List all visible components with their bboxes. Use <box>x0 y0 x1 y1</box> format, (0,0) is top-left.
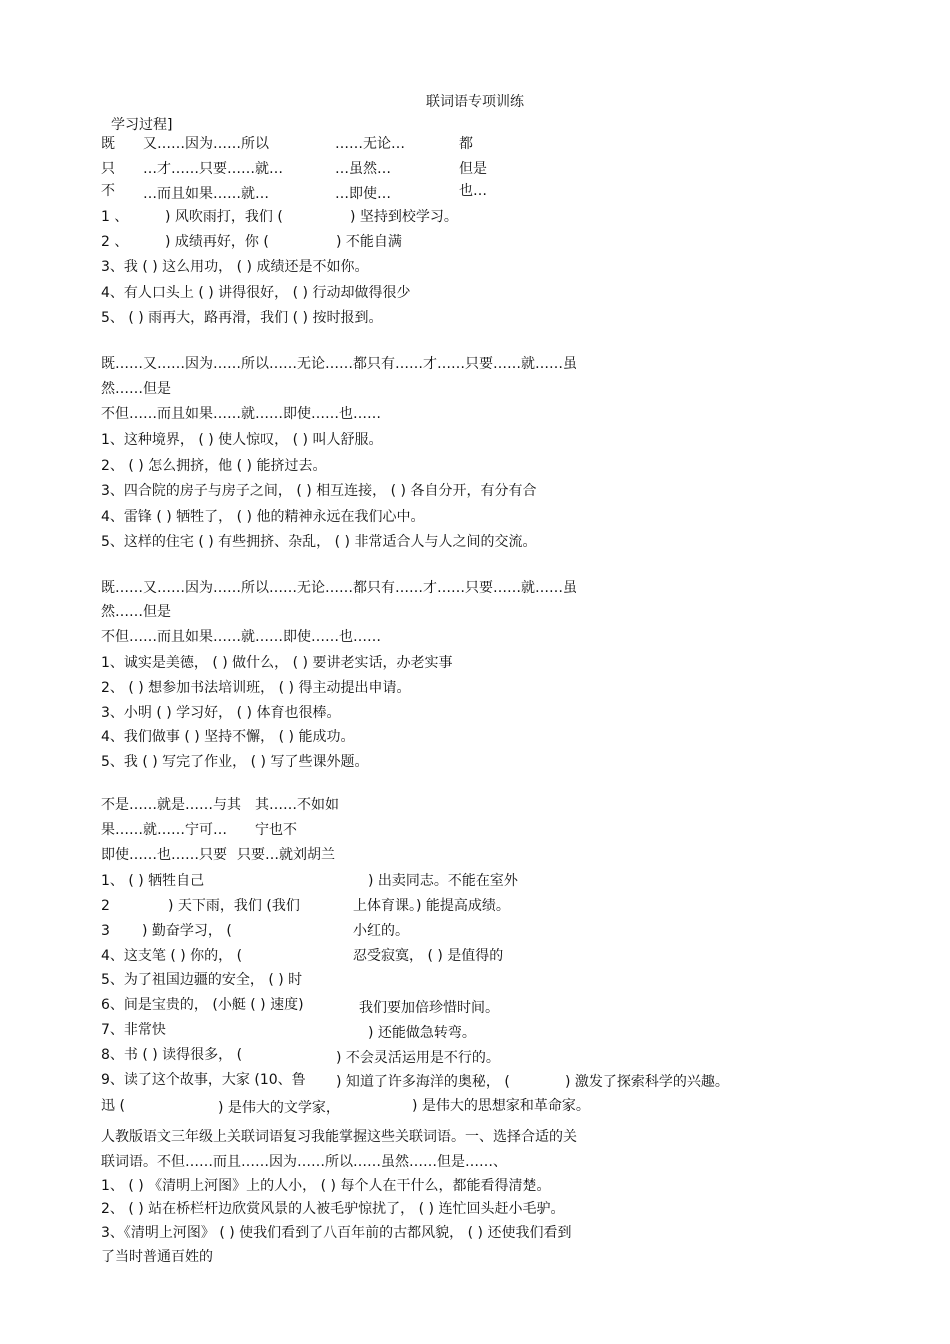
exercise-item: 3 <box>101 923 110 939</box>
exercise-item: 2、 ( ) 怎么拥挤，他 ( ) 能挤过去。 <box>101 458 327 474</box>
word-bank: 既……又……因为……所以……无论……都只有……才……只要……就……虽 <box>101 580 577 596</box>
exercise-item: 我们要加倍珍惜时间。 <box>359 1000 499 1016</box>
exercise-item: ) 是伟大的文学家， <box>218 1100 340 1116</box>
header-cell: 但是 <box>459 161 487 177</box>
paragraph: 联词语。不但……而且……因为……所以……虽然……但是……、 <box>101 1154 507 1170</box>
header-cell: 也… <box>459 183 487 199</box>
exercise-item: ) 知道了许多海洋的奥秘， ( <box>336 1074 510 1090</box>
exercise-item: 5、这样的住宅 ( ) 有些拥挤、杂乱， ( ) 非常适合人与人之间的交流。 <box>101 534 537 550</box>
exercise-item: 1、这种境界， ( ) 使人惊叹， ( ) 叫人舒服。 <box>101 432 383 448</box>
header-cell: …而且如果……就… <box>143 186 269 202</box>
header-cell: ……无论… <box>335 136 405 152</box>
exercise-item: 1、 ( ) 牺牲自己 <box>101 873 205 889</box>
section-label: 学习过程] <box>111 117 173 133</box>
exercise-item: 4、有人口头上 ( ) 讲得很好， ( ) 行动却做得很少 <box>101 285 411 301</box>
exercise-item: 小红的。 <box>353 923 409 939</box>
exercise-item: ) 是伟大的思想家和革命家。 <box>412 1098 590 1114</box>
exercise-item: 4、我们做事 ( ) 坚持不懈， ( ) 能成功。 <box>101 729 355 745</box>
exercise-item: 5、我 ( ) 写完了作业， ( ) 写了些课外题。 <box>101 754 369 770</box>
paragraph: 人教版语文三年级上关联词语复习我能掌握这些关联词语。一、选择合适的关 <box>101 1129 577 1145</box>
word-bank: 既……又……因为……所以……无论……都只有……才……只要……就……虽 <box>101 356 577 372</box>
word-bank: 宁也不 <box>255 822 297 838</box>
exercise-item: 1、 ( ) 《清明上河图》上的人小， ( ) 每个人在干什么，都能看得清楚。 <box>101 1178 551 1194</box>
page-title: 联词语专项训练 <box>426 94 524 110</box>
header-cell: 只 <box>101 161 115 177</box>
exercise-item-number: 2 、 <box>101 234 129 250</box>
word-bank: 果……就……宁可… <box>101 822 227 838</box>
word-bank: 不是……就是……与其 <box>101 797 241 813</box>
exercise-item: 6、间是宝贵的， (小艇 ( ) 速度) <box>101 997 304 1013</box>
exercise-item: 3、《清明上河图》 ( ) 使我们看到了八百年前的古都风貌， ( ) 还使我们看到 <box>101 1225 572 1241</box>
exercise-item: ) 激发了探索科学的兴趣。 <box>565 1074 729 1090</box>
header-cell: …即使… <box>335 186 391 202</box>
exercise-item: ) 天下雨，我们 (我们 <box>168 898 300 914</box>
header-cell: 都 <box>459 136 473 152</box>
exercise-item: 1、诚实是美德， ( ) 做什么， ( ) 要讲老实话，办老实事 <box>101 655 453 671</box>
exercise-item: 4、雷锋 ( ) 牺牲了， ( ) 他的精神永远在我们心中。 <box>101 509 425 525</box>
exercise-item: 迅 ( <box>101 1098 125 1114</box>
exercise-item: 3、小明 ( ) 学习好， ( ) 体育也很棒。 <box>101 705 341 721</box>
exercise-item-text: ) 成绩再好，你 ( <box>165 234 269 250</box>
word-bank: 不但……而且如果……就……即使……也…… <box>101 406 381 422</box>
word-bank: 不但……而且如果……就……即使……也…… <box>101 629 381 645</box>
exercise-item: ) 还能做急转弯。 <box>368 1025 476 1041</box>
header-cell: 又……因为……所以 <box>143 136 269 152</box>
exercise-item: 8、书 ( ) 读得很多， ( <box>101 1047 243 1063</box>
header-cell: …才……只要……就… <box>143 161 283 177</box>
exercise-item: 3、我 ( ) 这么用功， ( ) 成绩还是不如你。 <box>101 259 369 275</box>
header-cell: 不 <box>101 183 115 199</box>
exercise-item: 了当时普通百姓的 <box>101 1249 213 1265</box>
exercise-item: ) 不会灵活运用是不行的。 <box>336 1050 500 1066</box>
exercise-item: 4、这支笔 ( ) 你的， ( <box>101 948 243 964</box>
exercise-item: 2 <box>101 898 110 914</box>
exercise-item: 忍受寂寞， ( ) 是值得的 <box>353 948 504 964</box>
exercise-item-text: ) 不能自满 <box>336 234 402 250</box>
exercise-item: 2、 ( ) 站在桥栏杆边欣赏风景的人被毛驴惊扰了， ( ) 连忙回头赶小毛驴。 <box>101 1201 565 1217</box>
word-bank: 然……但是 <box>101 381 171 397</box>
exercise-item-text: ) 坚持到校学习。 <box>350 209 458 225</box>
exercise-item-number: 1 、 <box>101 209 129 225</box>
word-bank: 即使……也……只要 <box>101 847 227 863</box>
header-cell: …虽然… <box>335 161 391 177</box>
exercise-item: 3、四合院的房子与房子之间， ( ) 相互连接， ( ) 各自分开，有分有合 <box>101 483 537 499</box>
word-bank: 然……但是 <box>101 604 171 620</box>
exercise-item: 2、 ( ) 想参加书法培训班， ( ) 得主动提出申请。 <box>101 680 411 696</box>
exercise-item: 5、为了祖国边疆的安全， ( ) 时 <box>101 972 303 988</box>
word-bank: 只要…就刘胡兰 <box>237 847 335 863</box>
exercise-item: 上体育课。) 能提高成绩。 <box>353 898 510 914</box>
exercise-item: ) 出卖同志。不能在室外 <box>368 873 518 889</box>
exercise-item-text: ) 风吹雨打，我们 ( <box>165 209 283 225</box>
header-cell: 既 <box>101 136 115 152</box>
exercise-item: 7、非常快 <box>101 1022 166 1038</box>
word-bank: 其……不如如 <box>255 797 339 813</box>
exercise-item: 9、读了这个故事，大家 (10、鲁 <box>101 1072 306 1088</box>
exercise-item: 5、 ( ) 雨再大，路再滑，我们 ( ) 按时报到。 <box>101 310 383 326</box>
exercise-item: ) 勤奋学习， ( <box>142 923 232 939</box>
